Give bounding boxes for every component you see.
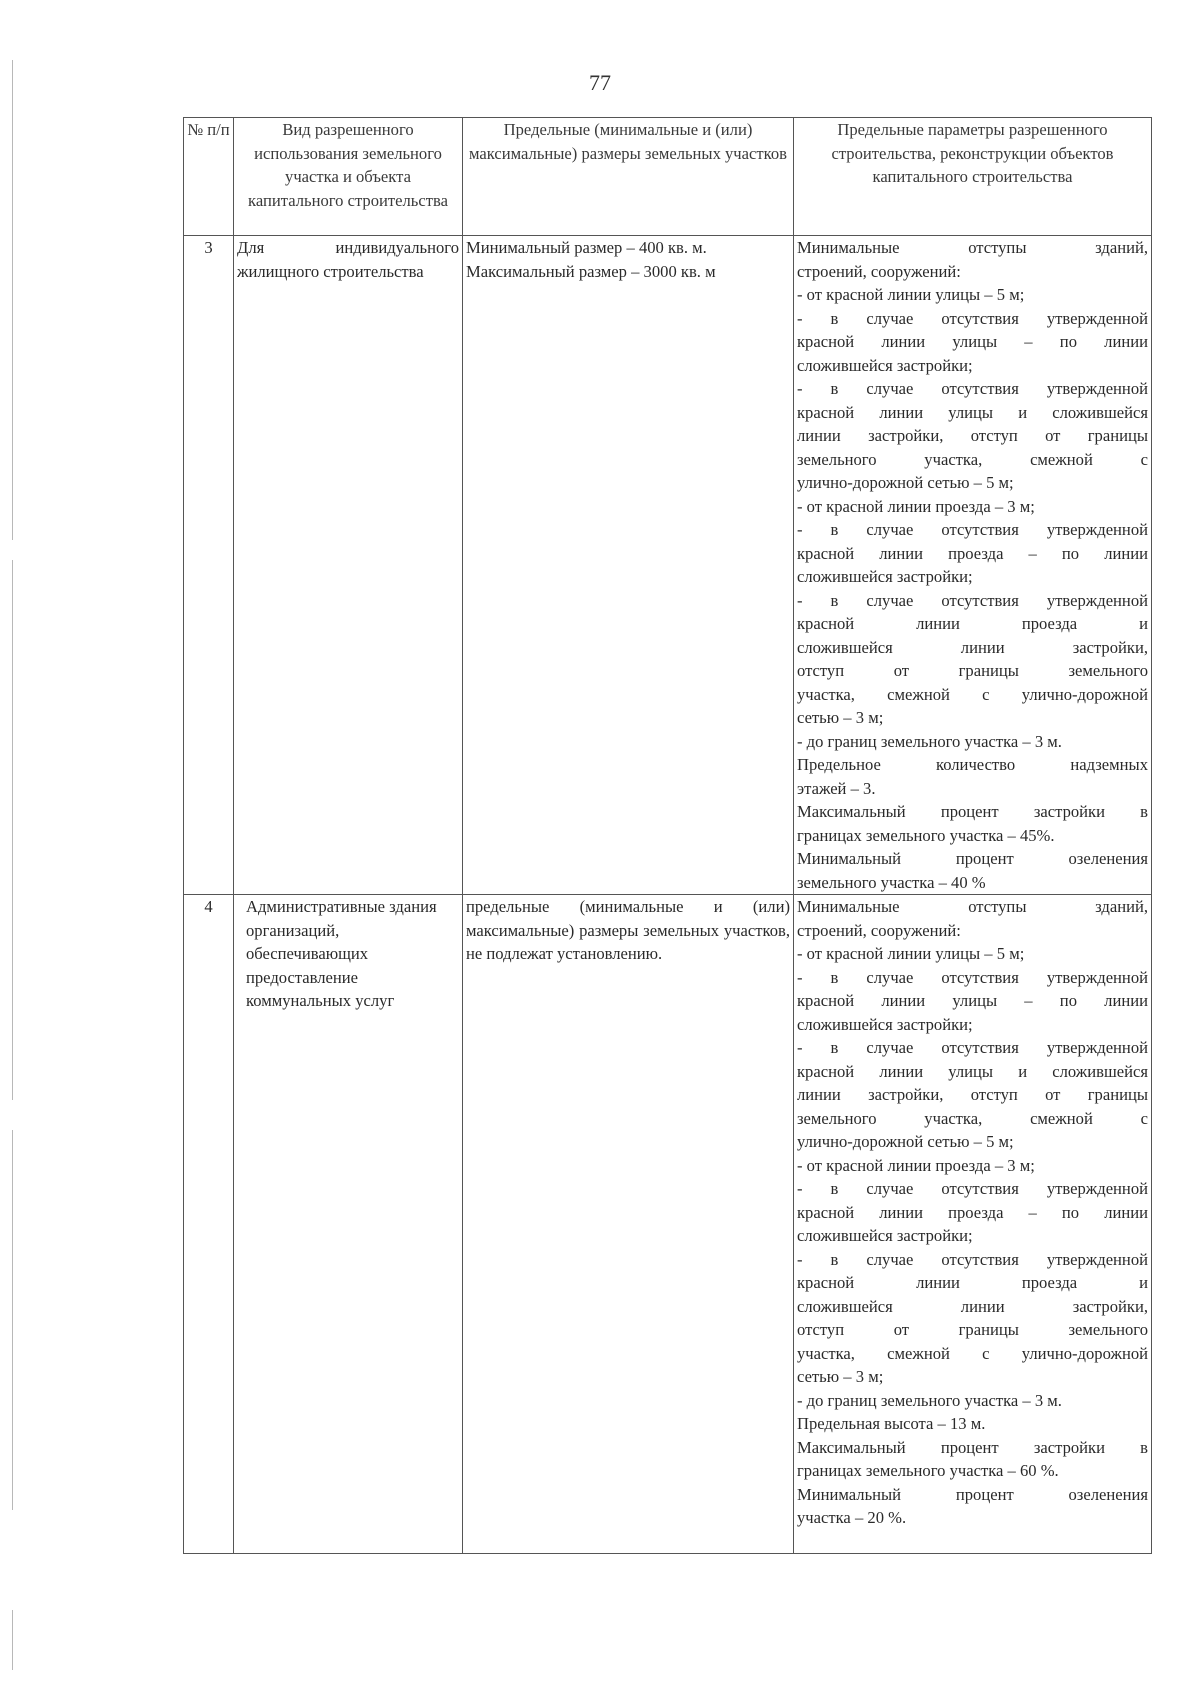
params-line: - от красной линии проезда – 3 м;	[797, 1155, 1035, 1175]
params-line: Минимальный процент озеленения	[797, 1484, 1148, 1504]
params-line: красной линии проезда и	[797, 1273, 1148, 1292]
row-number: 3	[184, 236, 234, 895]
params-line: Предельное количество надземных	[797, 755, 1148, 774]
row-plot-size: Минимальный размер – 400 кв. м. Максимальный размер – 3000 кв. м	[463, 236, 794, 895]
params-line: этажей – 3.	[797, 778, 876, 798]
header-plot-size: Предельные (минимальные и (или) максимальные) размеры земельных участков	[463, 118, 794, 236]
params-line: границах земельного участка – 60 %.	[797, 1461, 1059, 1480]
params-line: красной линии проезда – по линии	[797, 543, 1148, 563]
row-params	[794, 895, 1152, 1554]
params-line: - в случае отсутствия утвержденной	[797, 520, 1148, 539]
params-line: земельного участка – 40 %	[797, 872, 986, 892]
land-use-regulations-table	[183, 117, 1152, 1554]
params-line: Минимальные отступы зданий,	[797, 238, 1148, 257]
scan-edge-line	[12, 1130, 13, 1510]
table-header-row	[184, 118, 1152, 236]
params-line: сетью – 3 м;	[797, 708, 884, 727]
params-line: Максимальный процент застройки в	[797, 802, 1148, 821]
params-line: отступ от границы земельного	[797, 661, 1148, 680]
params-line: сложившейся линии застройки,	[797, 1296, 1148, 1316]
params-line: красной линии улицы – по линии	[797, 332, 1148, 351]
params-line: Минимальные отступы зданий,	[797, 897, 1148, 916]
params-line: участка – 20 %.	[797, 1508, 907, 1527]
table-row	[184, 895, 1152, 1554]
scan-edge-line	[12, 1610, 13, 1670]
scan-edge-line	[12, 60, 13, 540]
params-line: сложившейся застройки;	[797, 1014, 973, 1034]
params-line: - до границ земельного участка – 3 м.	[797, 1390, 1062, 1410]
scan-edge-line	[12, 560, 13, 1100]
header-number: № п/п	[184, 118, 234, 236]
params-line: Минимальный процент озеленения	[797, 849, 1148, 868]
params-line: - в случае отсутствия утвержденной	[797, 1179, 1148, 1198]
params-line: отступ от границы земельного	[797, 1320, 1148, 1339]
params-line: сложившейся застройки;	[797, 355, 973, 375]
row-plot-size: предельные (минимальные и (или) максимальные) размеры земельных участков, не подлежат установлению.	[463, 895, 794, 1554]
table-row	[184, 236, 1152, 895]
params-line: земельного участка, смежной с	[797, 449, 1148, 469]
params-line: - в случае отсутствия утвержденной	[797, 308, 1148, 328]
params-line: - в случае отсутствия утвержденной	[797, 1038, 1148, 1057]
params-line: красной линии проезда и	[797, 614, 1148, 633]
params-line: сетью – 3 м;	[797, 1367, 884, 1386]
params-line: земельного участка, смежной с	[797, 1108, 1148, 1128]
params-line: улично-дорожной сетью – 5 м;	[797, 1132, 1014, 1151]
row-number: 4	[184, 895, 234, 1554]
header-use-type: Вид разрешенного использования земельного участка и объекта капитального строительства	[234, 118, 463, 236]
params-line: улично-дорожной сетью – 5 м;	[797, 473, 1014, 492]
params-line: красной линии улицы и сложившейся	[797, 1061, 1148, 1081]
params-line: Предельная высота – 13 м.	[797, 1414, 986, 1433]
params-line: красной линии улицы и сложившейся	[797, 402, 1148, 422]
params-line: - до границ земельного участка – 3 м.	[797, 731, 1062, 751]
params-line: линии застройки, отступ от границы	[797, 1085, 1148, 1104]
params-line: - в случае отсутствия утвержденной	[797, 379, 1148, 398]
params-line: сложившейся застройки;	[797, 567, 973, 586]
params-line: - от красной линии проезда – 3 м;	[797, 496, 1035, 516]
row-use-type: Административные здания организаций, обеспечивающих предоставление коммунальных услуг	[234, 895, 463, 1554]
params-line: красной линии улицы – по линии	[797, 991, 1148, 1010]
page-number: 77	[589, 70, 611, 95]
params-line: сложившейся застройки;	[797, 1226, 973, 1245]
params-line: - в случае отсутствия утвержденной	[797, 967, 1148, 987]
header-params: Предельные параметры разрешенного строительства, реконструкции объектов капитального строительства	[794, 118, 1152, 236]
params-line: - в случае отсутствия утвержденной	[797, 1249, 1148, 1269]
params-line: красной линии проезда – по линии	[797, 1202, 1148, 1222]
params-line: линии застройки, отступ от границы	[797, 426, 1148, 445]
params-line: сложившейся линии застройки,	[797, 637, 1148, 657]
row-params	[794, 236, 1152, 895]
params-line: - от красной линии улицы – 5 м;	[797, 285, 1025, 304]
params-line: Максимальный процент застройки в	[797, 1437, 1148, 1457]
params-line: строений, сооружений:	[797, 261, 961, 281]
params-line: границах земельного участка – 45%.	[797, 825, 1055, 845]
params-line: - в случае отсутствия утвержденной	[797, 590, 1148, 610]
params-line: участка, смежной с улично-дорожной	[797, 684, 1148, 704]
params-line: строений, сооружений:	[797, 920, 961, 940]
row-use-type: Для индивидуального жилищного строительства	[234, 236, 463, 895]
params-line: участка, смежной с улично-дорожной	[797, 1343, 1148, 1363]
params-line: - от красной линии улицы – 5 м;	[797, 944, 1025, 963]
